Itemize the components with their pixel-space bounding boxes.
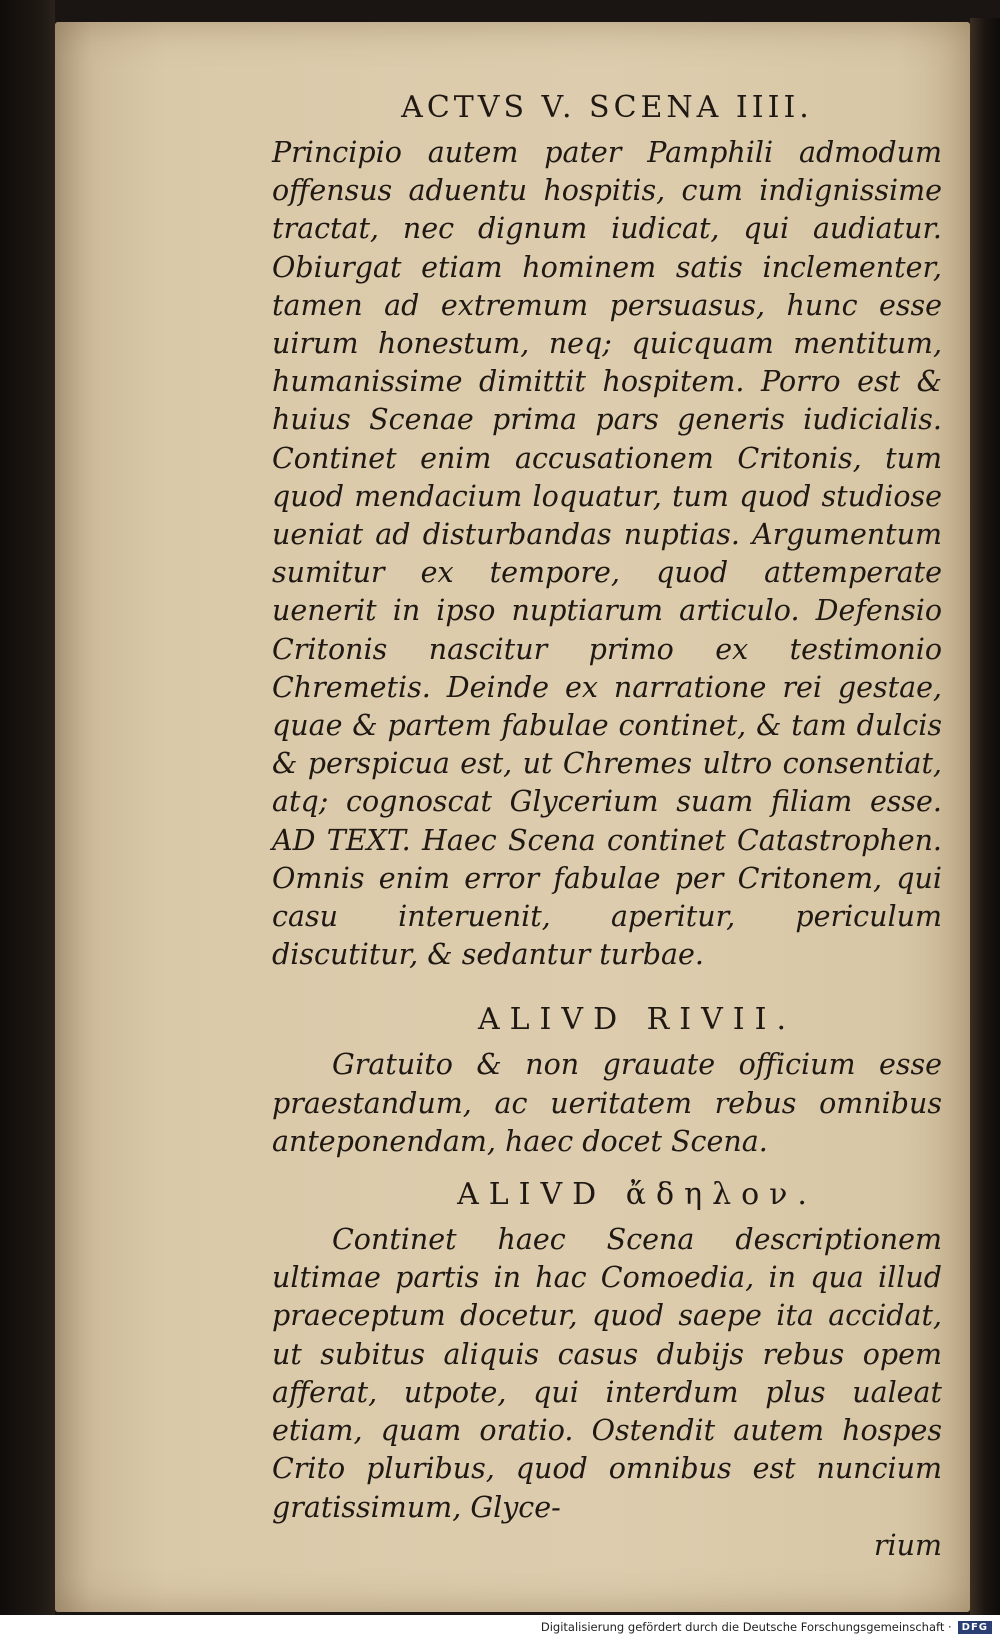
section-heading-aliud-adelon: ALIVD ἄδηλον. [457, 1177, 817, 1213]
dfg-logo-icon: DFG [958, 1621, 992, 1634]
book-edge-right [970, 18, 1000, 1618]
book-edge-left [0, 0, 55, 1620]
footer-credit: Digitalisierung gefördert durch die Deutsche Forschungsgemeinschaft · [540, 1620, 952, 1634]
catchword: rium [873, 1528, 942, 1562]
page-text [272, 88, 942, 1565]
digitization-footer [0, 1615, 1000, 1639]
section-heading-aliud-rivii: ALIVD RIVII. [477, 1002, 797, 1038]
running-header: ACTVS V. SCENA IIII. [401, 90, 813, 125]
paragraph-aliud-adelon: Continet haec Scena descriptionem ultimae partis in hac Comoedia, in qua illud praeceptum docetur, quod saepe ita accidat, ut subitus aliquis casus dubijs rebus opem afferat, utpote, qui interdum plus ualeat etiam, quam oratio. Ostendit autem hospes Crito pluribus, quod omnibus est nuncium gratissimum, Glyce- [272, 1223, 942, 1524]
paragraph-commentary: Principio autem pater Pamphili admodum offensus aduentu hospitis, cum indignissime tractat, nec dignum iudicat, qui audiatur. Obiurgat etiam hominem satis inclementer, tamen ad extremum persuasus, hunc esse uirum honestum, neq; quicquam mentitum, humanissime dimittit hospitem. Porro est & huius Scenae prima pars generis iudicialis. Continet enim accusationem Critonis, tum quod mendacium loquatur, tum quod studiose ueniat ad disturbandas nuptias. Argumentum sumitur ex tempore, quod attemperate uenerit in ipso nuptiarum articulo. Defensio Critonis nascitur primo ex testimonio Chremetis. Deinde ex narratione rei gestae, quae & partem fabulae continet, & tam dulcis & perspicua est, ut Chremes ultro consentiat, atq; cognoscat Glycerium suam filiam esse. AD TEXT. Haec Scena continet Catastrophen. Omnis enim error fabulae per Critonem, qui casu interuenit, aperitur, periculum discutitur, & sedantur turbae. [272, 136, 942, 972]
paragraph-aliud-rivii: Gratuito & non grauate officium esse praestandum, ac ueritatem rebus omnibus anteponendam, haec docet Scena. [272, 1048, 942, 1158]
